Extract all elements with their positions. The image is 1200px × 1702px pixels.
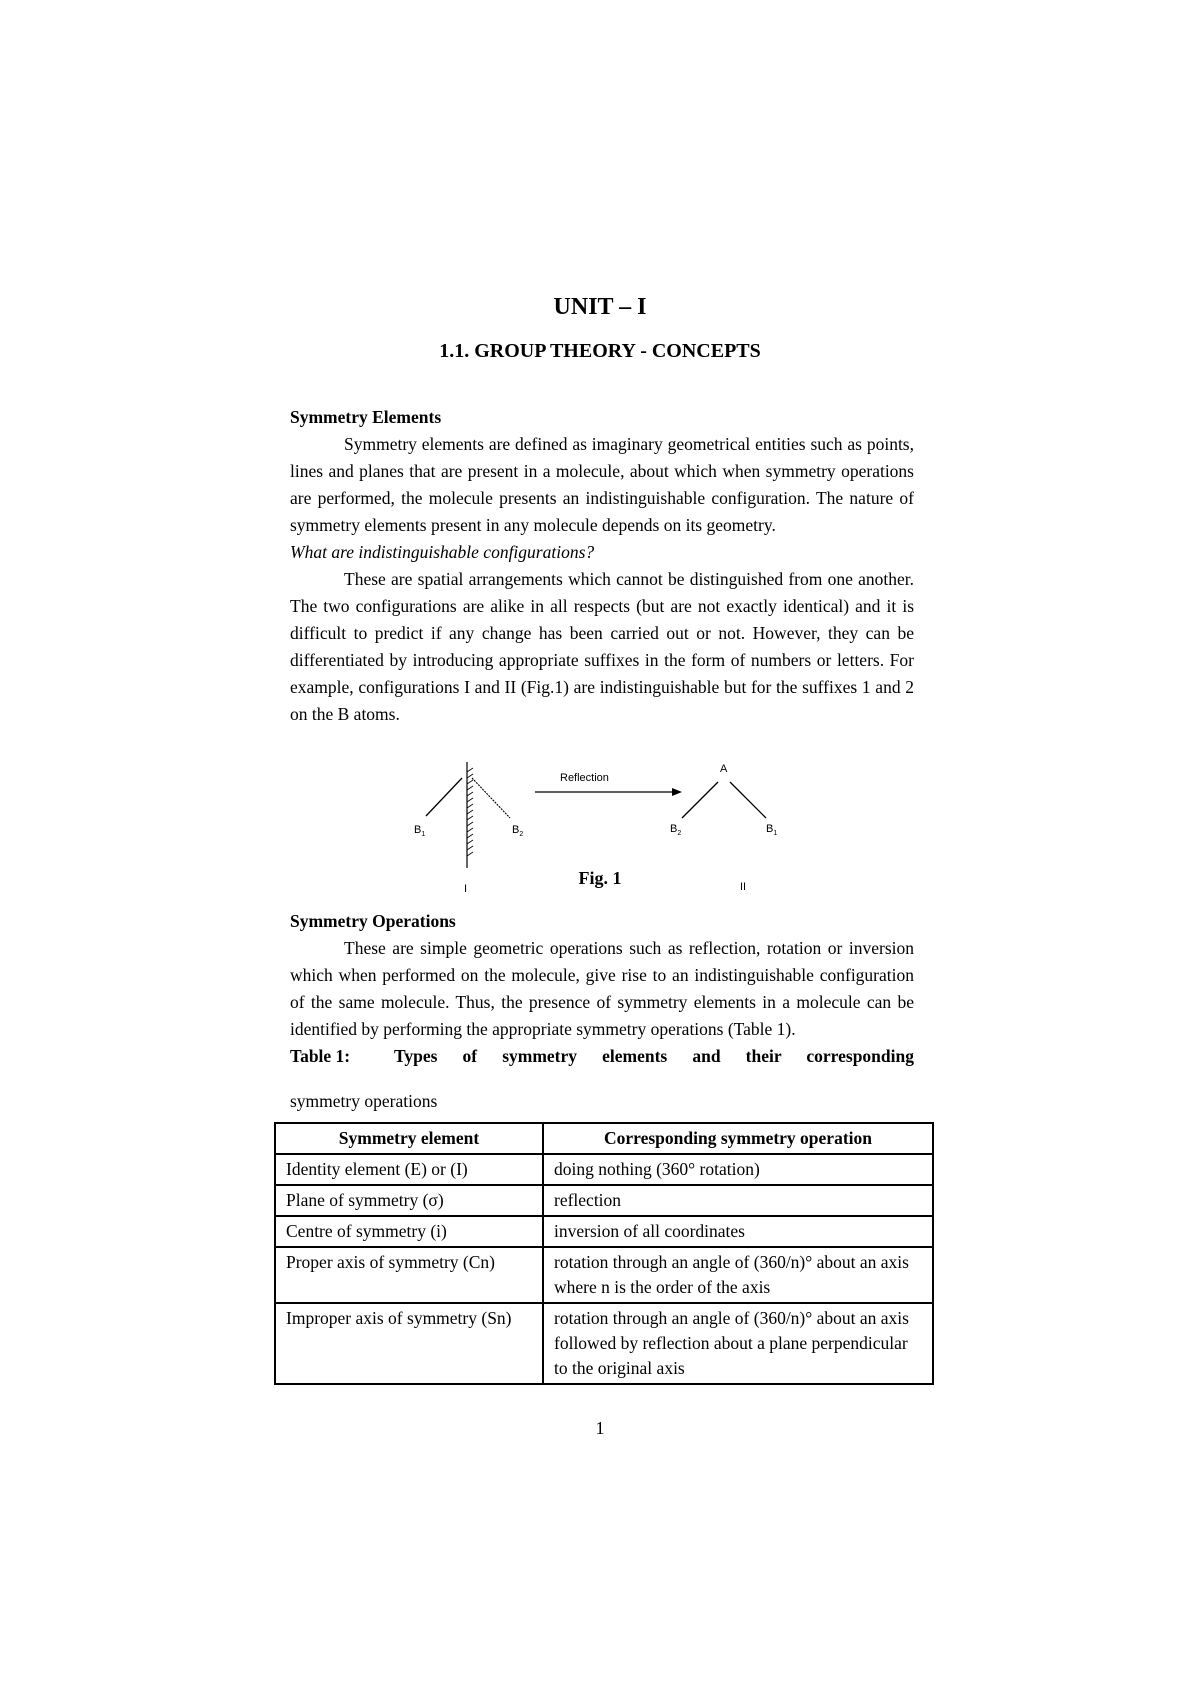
table-row [275,1185,933,1216]
table-caption-label: Table 1: [290,1046,351,1066]
bond-a-b2-left [472,778,510,818]
operations-block [290,908,914,1132]
table-row [275,1216,933,1247]
table-header-element: Symmetry element [275,1123,543,1154]
table-cell: Centre of symmetry (i) [275,1216,543,1247]
symmetry-elements-heading: Symmetry Elements [290,407,442,427]
table-caption [290,1043,914,1070]
table-caption-line-1: Types of symmetry elements and their corresponding [394,1046,914,1066]
table-cell: Identity element (E) or (I) [275,1154,543,1185]
page-number: 1 [595,1418,605,1438]
bond-a-b2-right [682,782,718,818]
intro-block [290,404,914,728]
right-a-label: A [720,763,728,775]
mirror-hatching [467,768,473,856]
right-b2-label: $B_2$ [670,823,682,837]
bond-a-b1-right [730,782,766,818]
indistinguishable-question: What are indistinguishable configurations? [290,542,595,562]
table-row [275,1247,933,1303]
left-b2-label: $B_2$ [512,824,524,838]
table-cell: doing nothing (360° rotation) [543,1154,933,1185]
table-caption-line-2: symmetry operations [290,1090,438,1111]
right-b1-label: $B_1$ [766,823,778,837]
symmetry-table [274,1122,934,1385]
symmetry-elements-paragraph: Symmetry elements are defined as imaginary geometrical entities such as points, lines and planes that are present in a molecule, about which when symmetry operations are performed, the molecule presents an indistinguishable configuration. The nature of symmetry elements present in any molecule depends on its geometry. [290,434,914,535]
table-cell: rotation through an angle of (360/n)° about an axis followed by reflection about a plane perpendicular to the original axis [543,1303,933,1384]
figure-caption: Fig. 1 [578,868,622,888]
left-b1-label: $B_1$ [414,824,426,838]
table-row [275,1303,933,1384]
table-cell: rotation through an angle of (360/n)° about an axis where n is the order of the axis [543,1247,933,1303]
table-cell: Improper axis of symmetry (Sn) [275,1303,543,1384]
arrow-head-icon [672,788,682,796]
arrow-label: Reflection [560,772,609,784]
symmetry-operations-heading: Symmetry Operations [290,911,456,931]
unit-title: UNIT – I [553,294,647,320]
bond-a-b1-left [426,778,462,816]
table-cell: Proper axis of symmetry (Cn) [275,1247,543,1303]
table-header-row [275,1123,933,1154]
indistinguishable-paragraph: These are spatial arrangements which cannot be distinguished from one another. The two configurations are alike in all respects (but are not exactly identical) and it is difficult to predict if any change has been carried out or not. However, they can be differentiated by introducing appropriate suffixes in the form of numbers or letters. For example, configurations I and II (Fig.1) are indistinguishable but for the suffixes 1 and 2 on the B atoms. [290,569,914,724]
left-roman-label: I [464,883,468,895]
table-cell: reflection [543,1185,933,1216]
symmetry-operations-paragraph: These are simple geometric operations such as reflection, rotation or inversion which when performed on the molecule, give rise to an indistinguishable configuration of the same molecule. Thus, the presence of symmetry elements in a molecule can be identified by performing the appropriate symmetry operations (Table 1). [290,938,914,1039]
table-cell: inversion of all coordinates [543,1216,933,1247]
table-cell: Plane of symmetry (σ) [275,1185,543,1216]
right-roman-label: II [740,881,747,893]
section-title: 1.1. GROUP THEORY - CONCEPTS [439,340,761,362]
table-row [275,1154,933,1185]
table-header-operation: Corresponding symmetry operation [543,1123,933,1154]
